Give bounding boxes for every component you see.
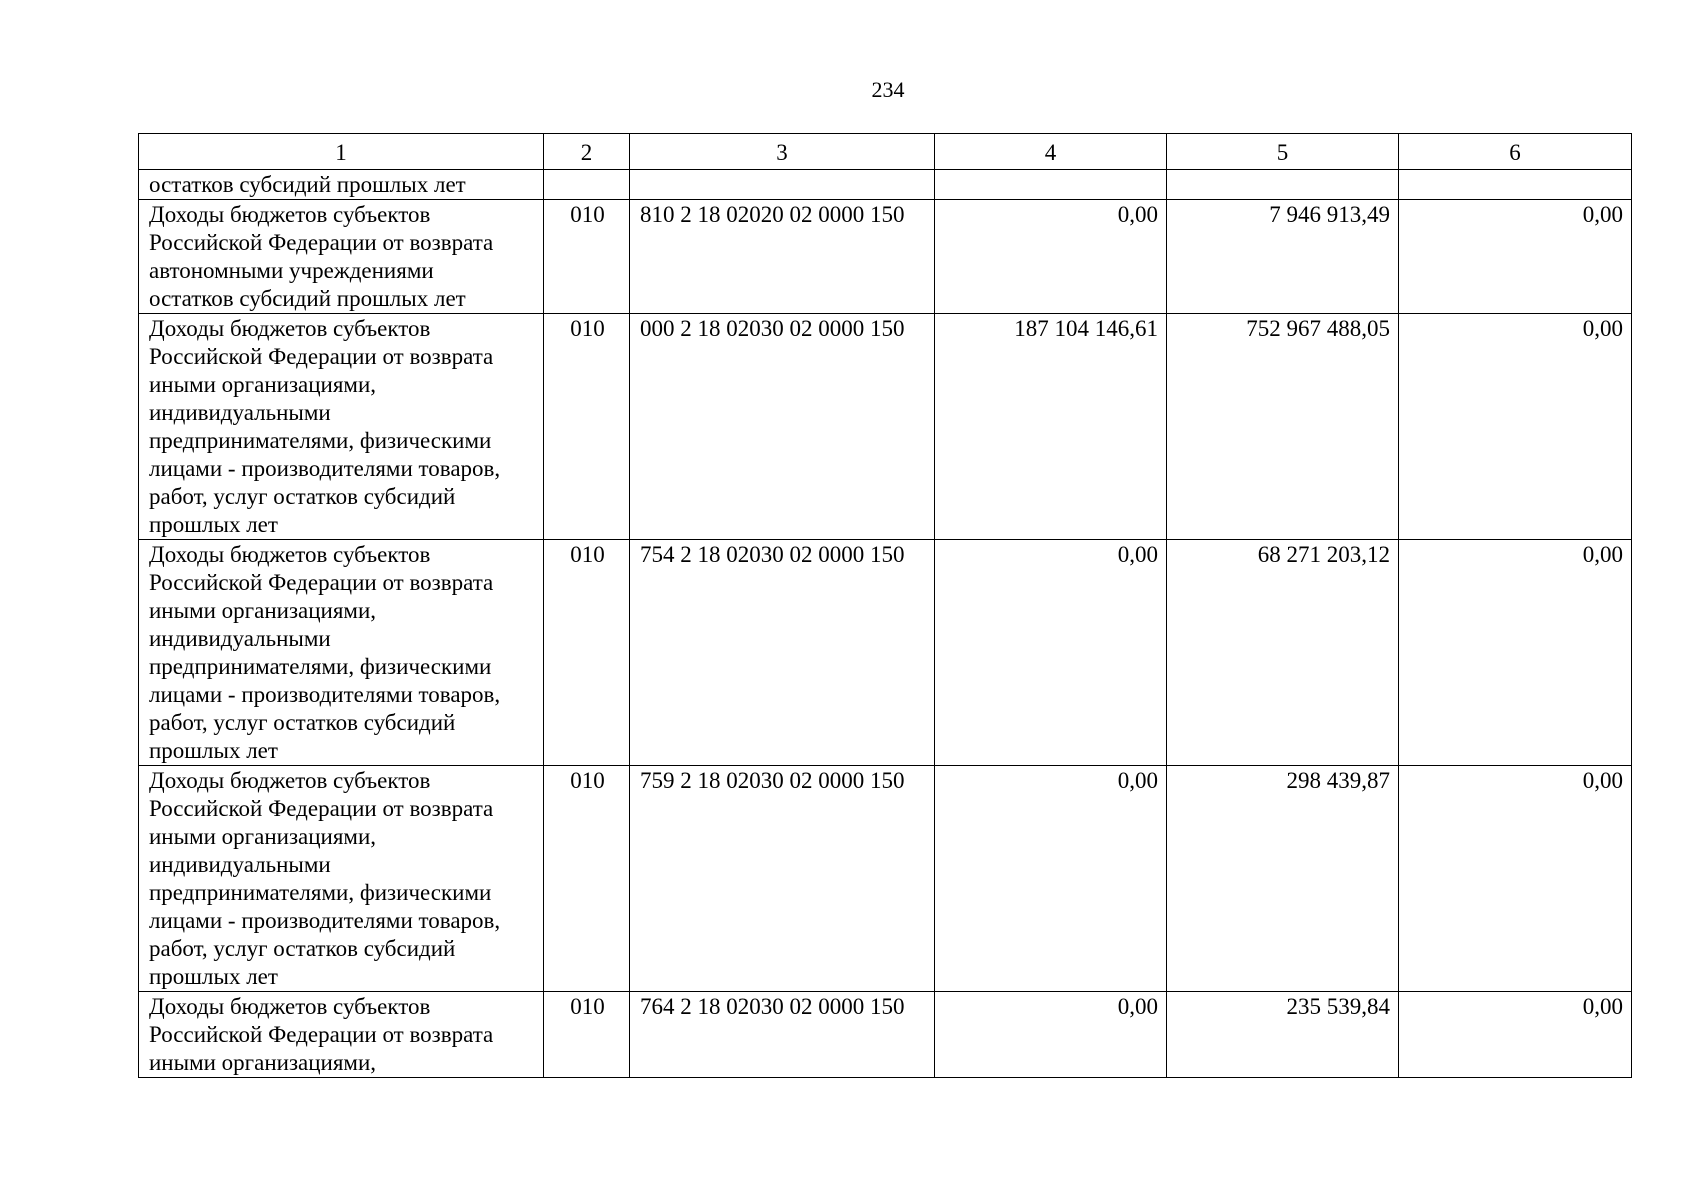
row-name-line: Доходы бюджетов субъектов: [149, 768, 431, 793]
row-col6-value: [1399, 170, 1632, 200]
row-name-line: Доходы бюджетов субъектов: [149, 542, 431, 567]
row-col5-value: 752 967 488,05: [1167, 314, 1399, 540]
row-line-code: 010: [544, 200, 630, 314]
table-row: [139, 170, 1632, 200]
row-name-line: Доходы бюджетов субъектов: [149, 994, 431, 1019]
row-name-line: работ, услуг остатков субсидий: [149, 710, 456, 735]
page-number: 234: [871, 77, 905, 102]
row-name-line: иными организациями,: [149, 598, 377, 623]
table-body: [139, 170, 1632, 1078]
row-name-line: Российской Федерации от возврата: [149, 344, 494, 369]
row-line-code: 010: [544, 766, 630, 992]
row-name-line: лицами - производителями товаров,: [149, 456, 501, 481]
row-name-line: прошлых лет: [149, 738, 278, 763]
row-col4-value: [935, 170, 1167, 200]
row-line-code: 010: [544, 540, 630, 766]
header-cell-2: 2: [544, 134, 630, 170]
row-col5-value: [1167, 170, 1399, 200]
table-row: [139, 200, 1632, 314]
row-col4-value: 0,00: [935, 200, 1167, 314]
row-name-line: прошлых лет: [149, 964, 278, 989]
row-name-line: работ, услуг остатков субсидий: [149, 936, 456, 961]
row-col6-value: 0,00: [1399, 200, 1632, 314]
row-name-line: лицами - производителями товаров,: [149, 908, 501, 933]
row-name-line: иными организациями,: [149, 372, 377, 397]
row-name-line: Российской Федерации от возврата: [149, 570, 494, 595]
row-budget-code: 754 2 18 02030 02 0000 150: [630, 540, 935, 766]
row-budget-code: 810 2 18 02020 02 0000 150: [630, 200, 935, 314]
row-col4-value: 0,00: [935, 540, 1167, 766]
row-line-code: [544, 170, 630, 200]
row-name-line: остатков субсидий прошлых лет: [149, 286, 466, 311]
row-col5-value: 7 946 913,49: [1167, 200, 1399, 314]
row-name-line: Российской Федерации от возврата: [149, 796, 494, 821]
table-row: [139, 766, 1632, 992]
row-name-cell: [139, 992, 544, 1078]
header-cell-5: 5: [1167, 134, 1399, 170]
row-line-code: 010: [544, 314, 630, 540]
row-name-line: Российской Федерации от возврата: [149, 230, 494, 255]
row-budget-code: 000 2 18 02030 02 0000 150: [630, 314, 935, 540]
header-cell-1: 1: [139, 134, 544, 170]
row-name-cell: [139, 314, 544, 540]
row-name-cell: [139, 170, 544, 200]
row-name-line: предпринимателями, физическими: [149, 654, 492, 679]
row-name-cell: [139, 200, 544, 314]
row-name-line: индивидуальными: [149, 400, 331, 425]
row-name-cell: [139, 540, 544, 766]
row-col6-value: 0,00: [1399, 314, 1632, 540]
row-name-line: индивидуальными: [149, 626, 331, 651]
table-row: [139, 992, 1632, 1078]
row-name-line: предпринимателями, физическими: [149, 880, 492, 905]
table-row: [139, 314, 1632, 540]
row-name-line: индивидуальными: [149, 852, 331, 877]
row-name-line: автономными учреждениями: [149, 258, 434, 283]
row-col6-value: 0,00: [1399, 992, 1632, 1078]
header-cell-4: 4: [935, 134, 1167, 170]
header-row: [139, 134, 1632, 170]
row-col4-value: 0,00: [935, 766, 1167, 992]
row-name-line: прошлых лет: [149, 512, 278, 537]
row-budget-code: [630, 170, 935, 200]
row-name-line: работ, услуг остатков субсидий: [149, 484, 456, 509]
row-name-line: иными организациями,: [149, 824, 377, 849]
row-col4-value: 187 104 146,61: [935, 314, 1167, 540]
row-col6-value: 0,00: [1399, 540, 1632, 766]
row-line-code: 010: [544, 992, 630, 1078]
budget-income-table: [138, 133, 1632, 1078]
table-row: [139, 540, 1632, 766]
row-name-line: Доходы бюджетов субъектов: [149, 202, 431, 227]
row-col5-value: 298 439,87: [1167, 766, 1399, 992]
row-name-line: остатков субсидий прошлых лет: [149, 172, 466, 197]
row-name-cell: [139, 766, 544, 992]
header-cell-3: 3: [630, 134, 935, 170]
row-name-line: Доходы бюджетов субъектов: [149, 316, 431, 341]
row-name-line: предпринимателями, физическими: [149, 428, 492, 453]
row-name-line: иными организациями,: [149, 1050, 377, 1075]
row-col4-value: 0,00: [935, 992, 1167, 1078]
row-name-line: лицами - производителями товаров,: [149, 682, 501, 707]
row-name-line: Российской Федерации от возврата: [149, 1022, 494, 1047]
header-cell-6: 6: [1399, 134, 1632, 170]
row-budget-code: 764 2 18 02030 02 0000 150: [630, 992, 935, 1078]
row-col5-value: 235 539,84: [1167, 992, 1399, 1078]
row-col5-value: 68 271 203,12: [1167, 540, 1399, 766]
row-budget-code: 759 2 18 02030 02 0000 150: [630, 766, 935, 992]
row-col6-value: 0,00: [1399, 766, 1632, 992]
